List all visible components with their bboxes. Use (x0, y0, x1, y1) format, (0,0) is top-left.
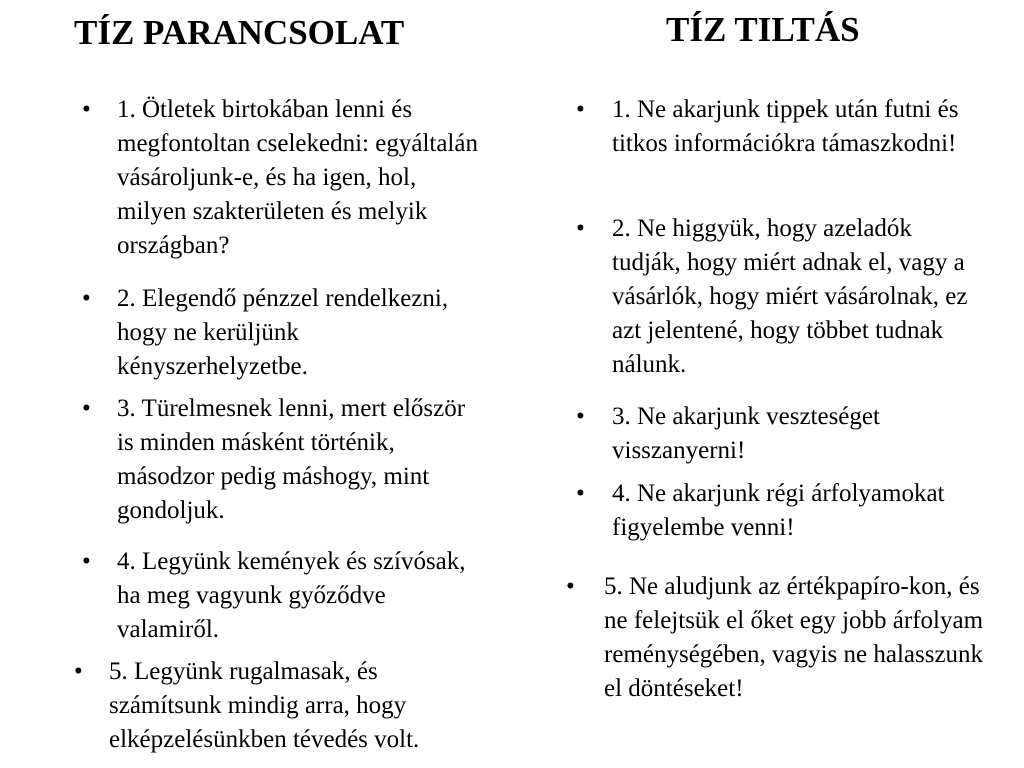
bullet-icon: • (576, 96, 585, 123)
prohibition-item-1 (576, 93, 996, 161)
commandment-text: 3. Türelmesnek lenni, mert először is minden másként történik, másodzor pedig máshogy, mint gondoljuk. (117, 395, 466, 524)
bullet-icon: • (566, 573, 575, 600)
bullet-icon: • (74, 658, 83, 685)
bullet-icon: • (82, 96, 91, 123)
bullet-icon: • (82, 285, 91, 312)
bullet-icon: • (576, 215, 585, 242)
right-column-title: TÍZ TILTÁS (666, 10, 860, 49)
commandment-text: 2. Elegendő pénzzel rendelkezni, hogy ne kerüljünk kényszerhelyzetbe. (117, 285, 449, 380)
commandment-item-4 (82, 545, 482, 647)
prohibition-item-4 (576, 477, 1016, 545)
prohibition-item-5 (566, 570, 986, 706)
prohibition-text: 5. Ne aludjunk az értékpapíro-kon, és ne felejtsük el őket egy jobb árfolyam reménységében, vagyis ne halasszunk el döntéseket! (604, 573, 984, 702)
bullet-icon: • (82, 395, 91, 422)
bullet-icon: • (82, 548, 91, 575)
commandment-item-5 (74, 655, 494, 757)
prohibition-item-2 (576, 212, 976, 382)
left-column-title: TÍZ PARANCSOLAT (74, 13, 405, 52)
prohibition-text: 2. Ne higgyük, hogy azeladók tudják, hogy miért adnak el, vagy a vásárlók, hogy miért vásárolnak, ez azt jelentené, hogy többet tudnak nálunk. (612, 215, 968, 378)
bullet-icon: • (576, 403, 585, 430)
prohibition-text: 4. Ne akarjunk régi árfolyamokat figyelembe venni! (612, 480, 945, 541)
commandment-text: 4. Legyünk kemények és szívósak, ha meg vagyunk győződve valamiről. (117, 548, 466, 643)
commandment-text: 5. Legyünk rugalmasak, és számítsunk mindig arra, hogy elképzelésünkben tévedés volt. (109, 658, 420, 753)
prohibition-text: 1. Ne akarjunk tippek után futni és titkos információkra támaszkodni! (612, 96, 959, 157)
commandment-item-1 (82, 93, 482, 263)
bullet-icon: • (576, 480, 585, 507)
prohibition-text: 3. Ne akarjunk veszteséget visszanyerni! (612, 403, 880, 464)
commandment-item-2 (82, 282, 482, 384)
prohibition-item-3 (576, 400, 996, 468)
commandment-text: 1. Ötletek birtokában lenni és megfontoltan cselekedni: egyáltalán vásároljunk-e, és ha igen, hol, milyen szakterületen és melyik országban? (117, 96, 478, 259)
commandment-item-3 (82, 392, 482, 528)
